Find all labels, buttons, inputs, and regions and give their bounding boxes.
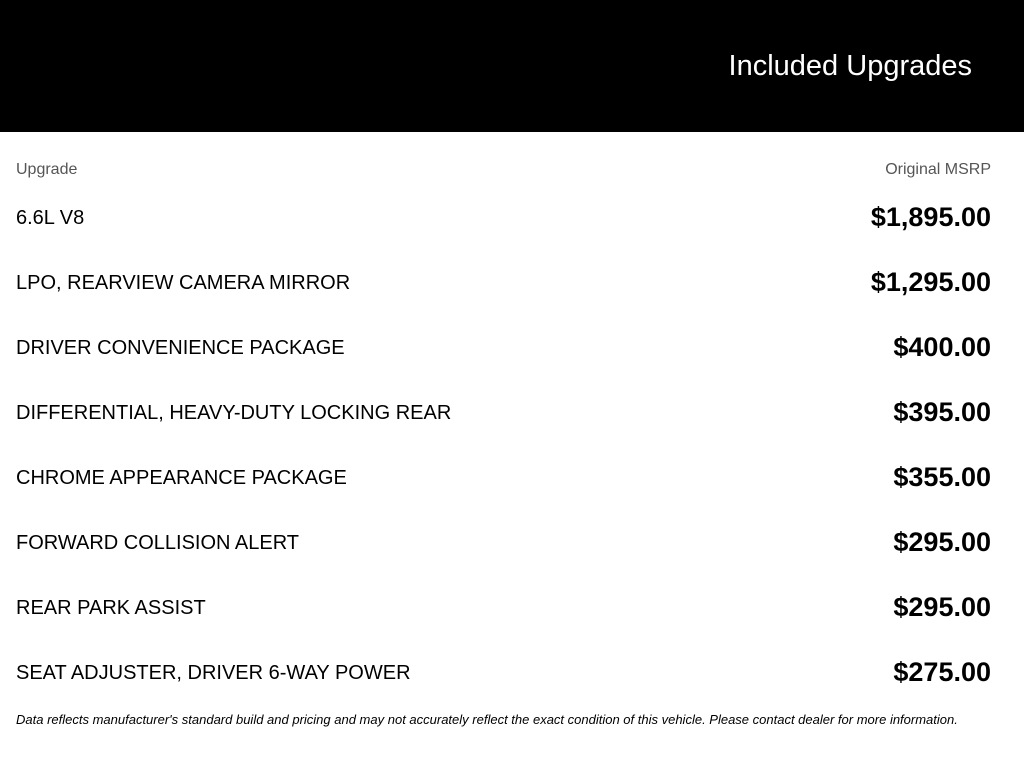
upgrade-name: DIFFERENTIAL, HEAVY-DUTY LOCKING REAR bbox=[16, 402, 452, 424]
list-item bbox=[16, 515, 991, 580]
upgrade-price: $400.00 bbox=[893, 332, 991, 362]
column-header-upgrade: Upgrade bbox=[16, 161, 78, 178]
upgrade-name: SEAT ADJUSTER, DRIVER 6-WAY POWER bbox=[16, 662, 411, 684]
upgrade-name: REAR PARK ASSIST bbox=[16, 597, 206, 619]
list-item bbox=[16, 190, 991, 255]
list-item bbox=[16, 645, 991, 710]
upgrade-name: LPO, REARVIEW CAMERA MIRROR bbox=[16, 272, 351, 294]
upgrade-price: $395.00 bbox=[893, 397, 991, 427]
upgrade-name: FORWARD COLLISION ALERT bbox=[16, 532, 300, 554]
page-title: Included Upgrades bbox=[728, 50, 972, 82]
list-item bbox=[16, 320, 991, 385]
upgrade-price: $295.00 bbox=[893, 527, 991, 557]
upgrade-price: $275.00 bbox=[893, 657, 991, 687]
upgrade-name: 6.6L V8 bbox=[16, 207, 85, 229]
list-item bbox=[16, 580, 991, 645]
upgrade-price: $1,895.00 bbox=[870, 202, 991, 232]
list-item bbox=[16, 450, 991, 515]
list-item bbox=[16, 255, 991, 320]
upgrade-name: DRIVER CONVENIENCE PACKAGE bbox=[16, 337, 345, 359]
list-item bbox=[16, 385, 991, 450]
upgrade-price: $1,295.00 bbox=[870, 267, 991, 297]
column-header-msrp: Original MSRP bbox=[885, 161, 991, 178]
disclaimer-text: Data reflects manufacturer's standard build and pricing and may not accurately reflect the exact condition of this vehicle. Please contact dealer for more information. bbox=[16, 712, 958, 727]
header-banner bbox=[0, 0, 1024, 132]
upgrade-list bbox=[16, 190, 991, 710]
upgrade-price: $295.00 bbox=[893, 592, 991, 622]
upgrade-price: $355.00 bbox=[893, 462, 991, 492]
upgrade-name: CHROME APPEARANCE PACKAGE bbox=[16, 467, 347, 489]
